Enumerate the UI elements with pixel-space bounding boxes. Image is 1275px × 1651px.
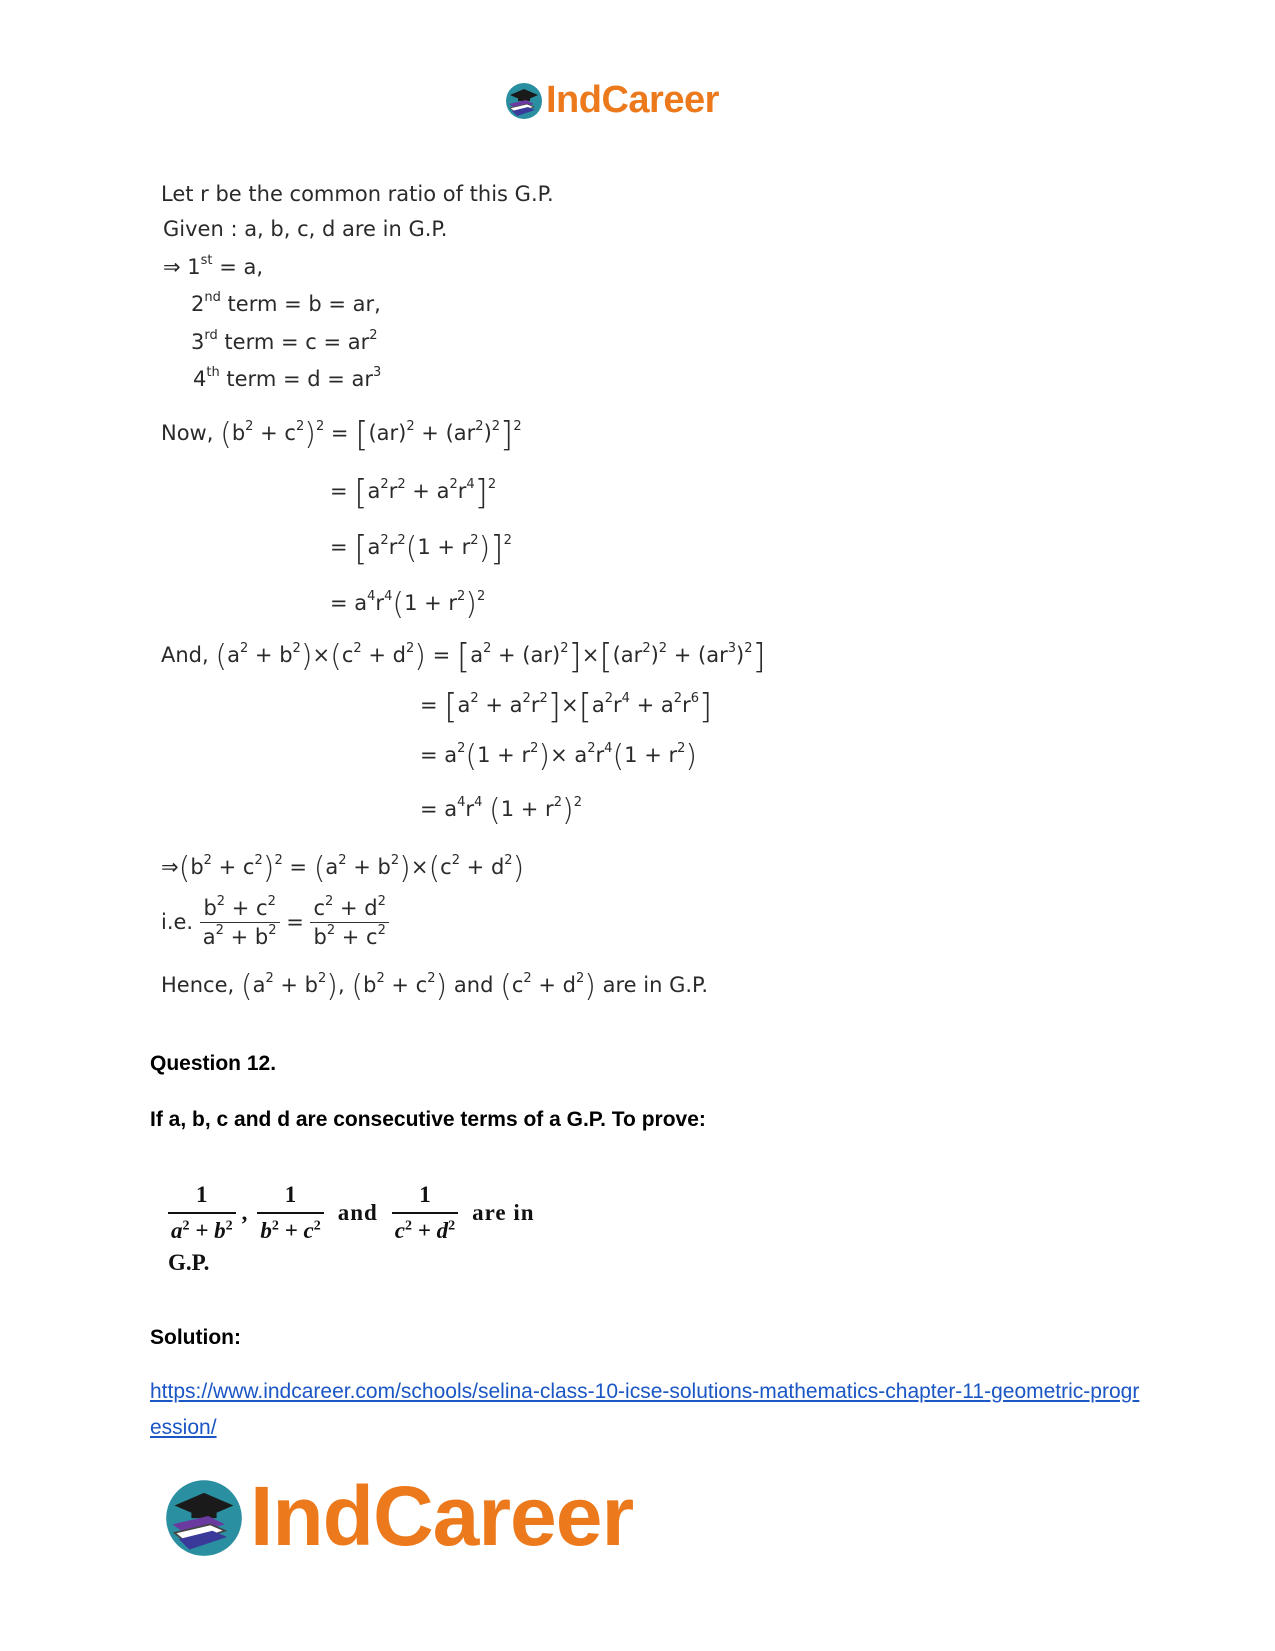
line-third-term: 3rd term = $c = ar^2$ <box>191 328 378 354</box>
equation-and-4: = $a^4r^4$ $(1 + r^2)^2$ <box>420 793 582 828</box>
equation-and-1: And, $(a^2 + b^2)\times(c^2 + d^2) = [a^2 + (ar)^2]\times[(ar^2)^2 + (ar^3)^2]$ <box>161 637 766 677</box>
graduation-cap-book-icon <box>504 80 544 120</box>
question-statement: If a, b, c and d are consecutive terms of a G.P. To prove: <box>150 1108 706 1131</box>
equation-now-2: = $[a^2r^2 + a^2r^4]^2$ <box>330 473 497 513</box>
line-second-term: 2nd term = b = ar, <box>191 290 381 316</box>
brand-wordmark: IndCareer <box>250 1469 634 1563</box>
line-fourth-term: 4th term = $d = ar^3$ <box>193 365 382 391</box>
equation-now-3: = $[a^2r^2(1 + r^2)]^2$ <box>330 529 512 569</box>
solution-title: Solution: <box>150 1326 241 1349</box>
equation-now-1: Now, $(b^2 + c^2)^2 = [(ar)^2 + (ar^2)^2]^2$ <box>161 415 522 455</box>
line-first-term: ⇒ 1st = a, <box>163 253 264 279</box>
prove-expression: $\frac{1}{a^2 + b^2}$ , $\frac{1}{b^2 + c^2}$ and $\frac{1}{c^2 + d^2}$ are in G.P. <box>168 1182 535 1275</box>
equation-ratio: i.e. $\frac{b^2 + c^2}{a^2 + b^2}$ = $\frac{c^2 + d^2}{b^2 + c^2}$ <box>161 898 389 948</box>
line-hence: Hence, $(a^2 + b^2)$, $(b^2 + c^2)$ and $(c^2 + d^2)$ are in G.P. <box>161 969 709 1004</box>
equation-and-3: = $a^2(1 + r^2)\times a^2r^4(1 + r^2)$ <box>420 739 698 774</box>
equation-now-4: = $a^4r^4(1 + r^2)^2$ <box>330 587 486 622</box>
equation-and-2: = $[a^2 + a^2r^2]\times[a^2r^4 + a^2r^6]$ <box>420 687 713 727</box>
graduation-cap-book-icon <box>162 1474 246 1558</box>
brand-wordmark: IndCareer <box>546 79 719 121</box>
solution-link[interactable]: https://www.indcareer.com/schools/selina-class-10-icse-solutions-mathematics-chapter-11-geometric-progression/ <box>150 1380 1140 1439</box>
line-given: Given : a, b, c, d are in G.P. <box>163 217 448 241</box>
indcareer-logo-bottom <box>162 1469 634 1563</box>
question-title: Question 12. <box>150 1052 277 1075</box>
line-common-ratio: Let r be the common ratio of this G.P. <box>161 182 554 206</box>
equation-implies: $\Rightarrow(b^2 + c^2)^2 = (a^2 + b^2)\times(c^2 + d^2)$ <box>161 851 525 886</box>
indcareer-logo-top <box>504 80 719 120</box>
